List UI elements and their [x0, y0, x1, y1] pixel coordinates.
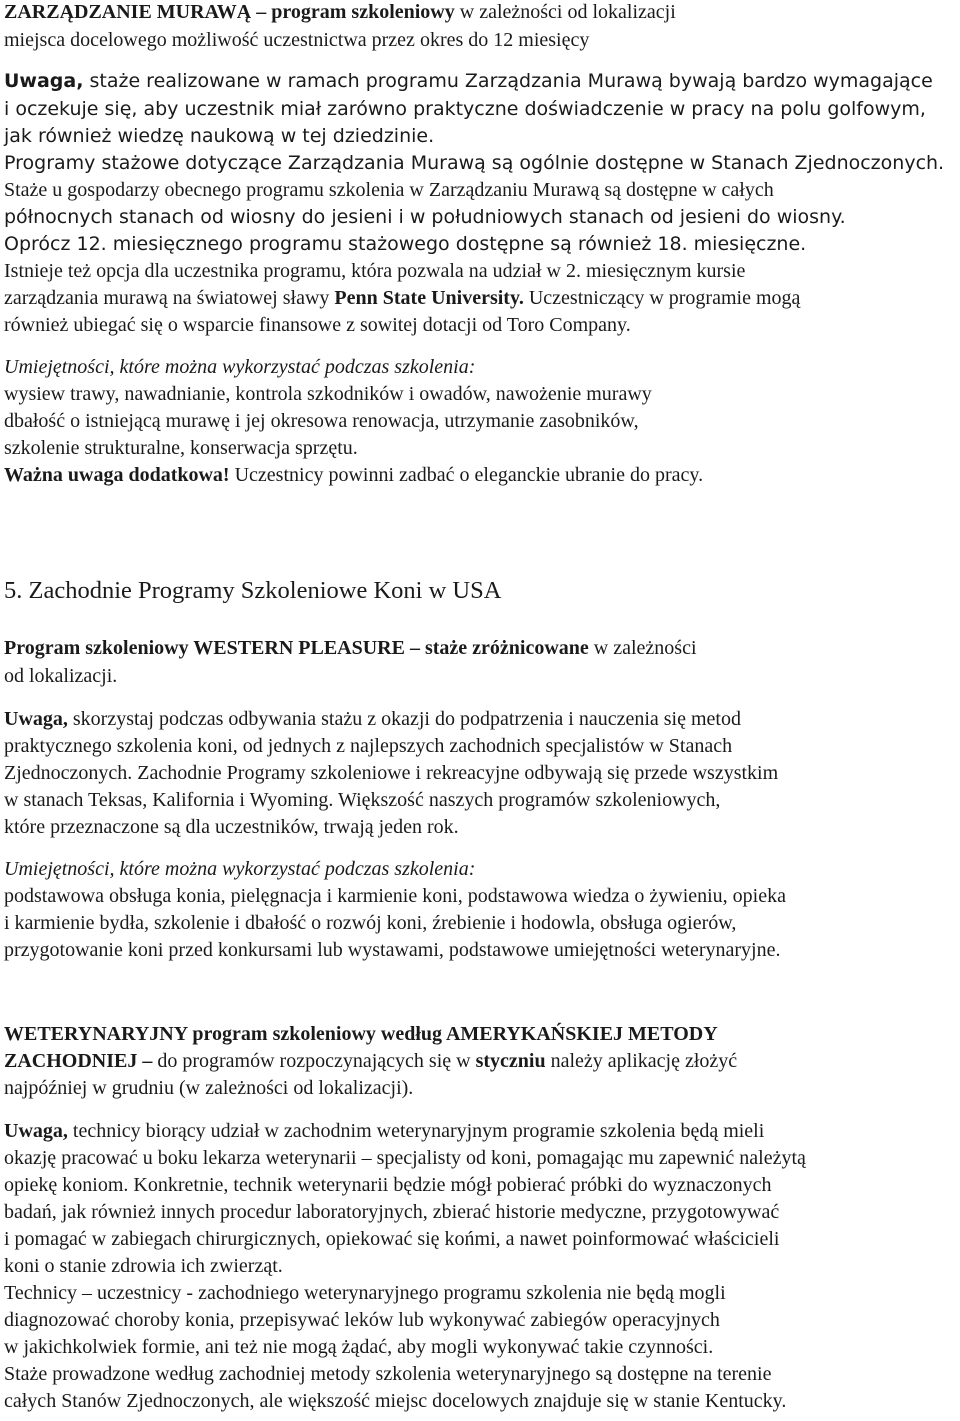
- turf-paragraph-line: [4, 285, 800, 312]
- western-paragraph-line: Zjednoczonych. Zachodnie Programy szkoleniowe i rekreacyjne odbywają się przede wszystkim: [4, 762, 779, 784]
- western-skills-line: przygotowanie koni przed konkursami lub wystawami, podstawowe umiejętności weterynaryjne.: [4, 939, 781, 961]
- western-note-line: [4, 706, 741, 733]
- turf-program-title: ZARZĄDZANIE MURAWĄ – program szkoleniowy: [4, 1, 455, 23]
- vet-program-title-end: ZACHODNIEJ –: [4, 1050, 153, 1072]
- vet-january: styczniu: [475, 1050, 546, 1072]
- turf-course-text-rest: Uczestniczący w programie mogą: [523, 287, 801, 309]
- western-pleasure-title-rest: w zależności: [588, 637, 697, 659]
- turf-note-text: staże realizowane w ramach programu Zarządzania Murawą bywają bardzo wymagające: [83, 70, 933, 92]
- turf-program-title-line: [4, 0, 676, 26]
- turf-paragraph-line: również ubiegać się o wsparcie finansowe z sowitej dotacji od Toro Company.: [4, 314, 631, 336]
- vet-paragraph-line: całych Stanów Zjednoczonych, ale większość miejsc docelowych znajduje się w stanie Kentucky.: [4, 1390, 787, 1412]
- western-pleasure-title-line: [4, 635, 697, 662]
- vet-program-title-text: WETERYNARYJNY program szkoleniowy według AMERYKAŃSKIEJ METODY: [4, 1023, 718, 1045]
- vet-note-text: technicy biorący udział w zachodnim weterynaryjnym programie szkolenia będą mieli: [67, 1120, 765, 1142]
- turf-skills-heading: Umiejętności, które można wykorzystać podczas szkolenia:: [4, 356, 476, 378]
- important-note-text: Uczestnicy powinni zadbać o eleganckie ubranie do pracy.: [229, 464, 704, 486]
- turf-paragraph-line: i oczekuje się, aby uczestnik miał zarówno praktyczne doświadczenie w pracy na polu golfowym,: [4, 98, 926, 120]
- vet-program-title: [4, 1021, 718, 1048]
- vet-paragraph-line: Technicy – uczestnicy - zachodniego weterynaryjnego programu szkolenia nie będą mogli: [4, 1282, 726, 1304]
- turf-skills-line: dbałość o istniejącą murawę i jej okresowa renowacja, utrzymanie zasobników,: [4, 410, 639, 432]
- turf-course-text: zarządzania murawą na światowej sławy: [4, 287, 335, 309]
- western-note-text: skorzystaj podczas odbywania stażu z okazji do podpatrzenia i nauczenia się metod: [67, 708, 741, 730]
- turf-program-title-rest: w zależności od lokalizacji: [454, 1, 676, 23]
- turf-skills-line: wysiew trawy, nawadnianie, kontrola szkodników i owadów, nawożenie murawy: [4, 383, 652, 405]
- turf-important-note: [4, 462, 703, 489]
- western-note-label: Uwaga,: [4, 708, 68, 730]
- western-skills-line: i karmienie bydła, szkolenie i dbałość o rozwój koni, źrebienie i hodowla, obsługa ogierów,: [4, 912, 737, 934]
- vet-note-line: [4, 1118, 764, 1145]
- vet-paragraph-line: koni o stanie zdrowia ich zwierząt.: [4, 1255, 283, 1277]
- turf-note-line: [4, 68, 933, 95]
- vet-application-text-rest: należy aplikację złożyć: [545, 1050, 738, 1072]
- vet-paragraph-line: opiekę koniom. Konkretnie, technik weterynarii będzie mógł pobierać próbki do wyznaczonych: [4, 1174, 772, 1196]
- turf-paragraph-line: Oprócz 12. miesięcznego programu stażowego dostępne są również 18. miesięczne.: [4, 233, 807, 255]
- western-paragraph-line: praktycznego szkolenia koni, od jednych z najlepszych zachodnich specjalistów w Stanach: [4, 735, 733, 757]
- turf-skills-line: szkolenie strukturalne, konserwacja sprzętu.: [4, 437, 358, 459]
- penn-state-university: Penn State University.: [334, 287, 524, 309]
- turf-paragraph-line: Istnieje też opcja dla uczestnika programu, która pozwala na udział w 2. miesięcznym kursie: [4, 260, 746, 282]
- turf-program-duration: miejsca docelowego możliwość uczestnictwa przez okres do 12 miesięcy: [4, 29, 590, 51]
- vet-note-label: Uwaga,: [4, 1120, 68, 1142]
- section-heading-western: 5. Zachodnie Programy Szkoleniowe Koni w USA: [4, 577, 502, 604]
- vet-application-deadline: najpóźniej w grudniu (w zależności od lokalizacji).: [4, 1077, 414, 1099]
- vet-application-text: do programów rozpoczynających się w: [152, 1050, 476, 1072]
- turf-paragraph-line: jak również wiedzę naukową w tej dziedzinie.: [4, 125, 435, 147]
- western-paragraph-line: w stanach Teksas, Kalifornia i Wyoming. Większość naszych programów szkoleniowych,: [4, 789, 721, 811]
- turf-paragraph-line: Programy stażowe dotyczące Zarządzania Murawą są ogólnie dostępne w Stanach Zjednoczonych.: [4, 152, 945, 174]
- western-pleasure-title: Program szkoleniowy WESTERN PLEASURE – staże zróżnicowane: [4, 637, 589, 659]
- turf-paragraph-line: Staże u gospodarzy obecnego programu szkolenia w Zarządzaniu Murawą są dostępne w całych: [4, 179, 774, 201]
- vet-paragraph-line: diagnozować choroby konia, przepisywać leków lub wykonywać zabiegów operacyjnych: [4, 1309, 720, 1331]
- important-note-label: Ważna uwaga dodatkowa!: [4, 464, 230, 486]
- vet-paragraph-line: Staże prowadzone według zachodniej metody szkolenia weterynaryjnego są dostępne na terenie: [4, 1363, 772, 1385]
- vet-paragraph-line: badań, jak również innych procedur laboratoryjnych, zbierać historie medyczne, przygotowywać: [4, 1201, 780, 1223]
- vet-paragraph-line: okazję pracować u boku lekarza weterynarii – specjalisty od koni, pomagając mu zapewnić należytą: [4, 1147, 806, 1169]
- turf-note-label: Uwaga,: [4, 70, 84, 92]
- vet-program-title-line: [4, 1048, 737, 1075]
- western-pleasure-location: od lokalizacji.: [4, 665, 118, 687]
- vet-paragraph-line: w jakichkolwiek formie, ani też nie mogą żądać, aby mogli wykonywać takie czynności.: [4, 1336, 714, 1358]
- western-skills-line: podstawowa obsługa konia, pielęgnacja i karmienie koni, podstawowa wiedza o żywieniu, opieka: [4, 885, 786, 907]
- vet-paragraph-line: i pomagać w zabiegach chirurgicznych, opiekować się końmi, a nawet poinformować właścicieli: [4, 1228, 780, 1250]
- western-skills-heading: Umiejętności, które można wykorzystać podczas szkolenia:: [4, 858, 476, 880]
- western-paragraph-line: które przeznaczone są dla uczestników, trwają jeden rok.: [4, 816, 459, 838]
- turf-paragraph-line: północnych stanach od wiosny do jesieni i w południowych stanach od jesieni do wiosny.: [4, 206, 846, 228]
